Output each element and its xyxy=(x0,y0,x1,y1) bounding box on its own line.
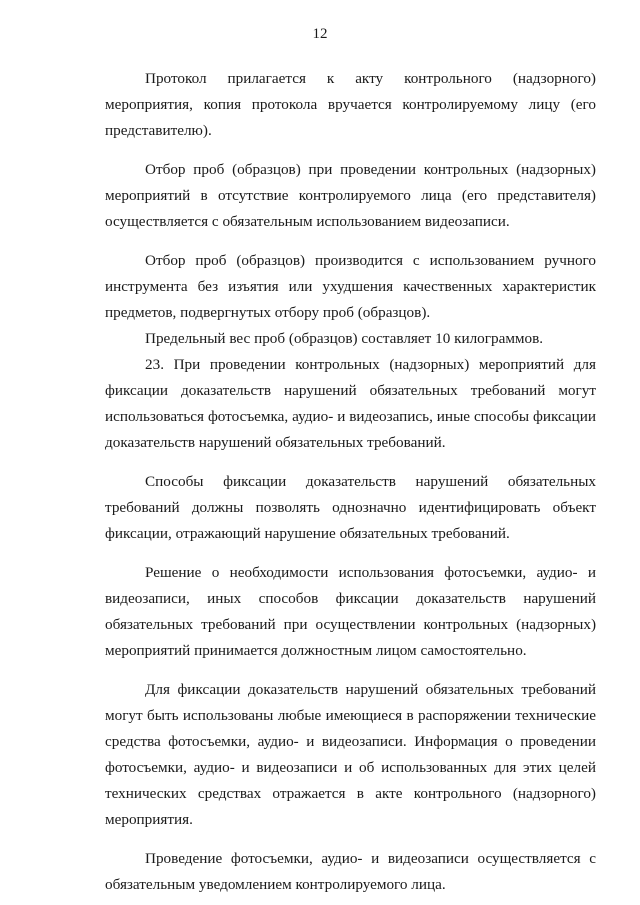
paragraph-protocol-attachment: Протокол прилагается к акту контрольного (надзорного) мероприятия, копия протокола вручается контролируемому лицу (его представителю). xyxy=(105,70,596,139)
paragraph-notification: Проведение фотосъемки, аудио- и видеозаписи осуществляется с обязательным уведомлением контролируемого лица. xyxy=(105,850,596,893)
paragraph-decision: Решение о необходимости использования фотосъемки, аудио- и видеозаписи, иных способов фиксации доказательств нарушений обязательных требований при осуществлении контрольных (надзорных) мероприятий принимается должностным лицом самостоятельно. xyxy=(105,564,596,659)
paragraph-sample-weight: Предельный вес проб (образцов) составляет 10 килограммов. xyxy=(145,330,544,347)
paragraph-item-23: 23. При проведении контрольных (надзорных) мероприятий для фиксации доказательств нарушений обязательных требований могут использоваться фотосъемка, аудио- и видеозапись, иные способы фиксации доказательств нарушений обязательных требований. xyxy=(105,356,596,451)
paragraph-sampling-tools: Отбор проб (образцов) производится с использованием ручного инструмента без изъятия или ухудшения качественных характеристик предметов, подвергнутых отбору проб (образцов). xyxy=(105,252,596,321)
paragraph-fixation-methods: Способы фиксации доказательств нарушений обязательных требований должны позволять однозначно идентифицировать объект фиксации, отражающий нарушение обязательных требований. xyxy=(105,473,596,542)
paragraph-technical-means: Для фиксации доказательств нарушений обязательных требований могут быть использованы любые имеющиеся в распоряжении технические средства фотосъемки, аудио- и видеозаписи. Информация о проведении фотосъемки, аудио- и видеозаписи и об использованных для этих целей технических средствах отражается в акте контрольного (надзорного) мероприятия. xyxy=(105,681,596,828)
page-number: 12 xyxy=(312,26,328,42)
document-body xyxy=(105,66,596,898)
paragraph-sampling-video: Отбор проб (образцов) при проведении контрольных (надзорных) мероприятий в отсутствие контролируемого лица (его представителя) осуществляется с обязательным использованием видеозаписи. xyxy=(105,161,596,230)
